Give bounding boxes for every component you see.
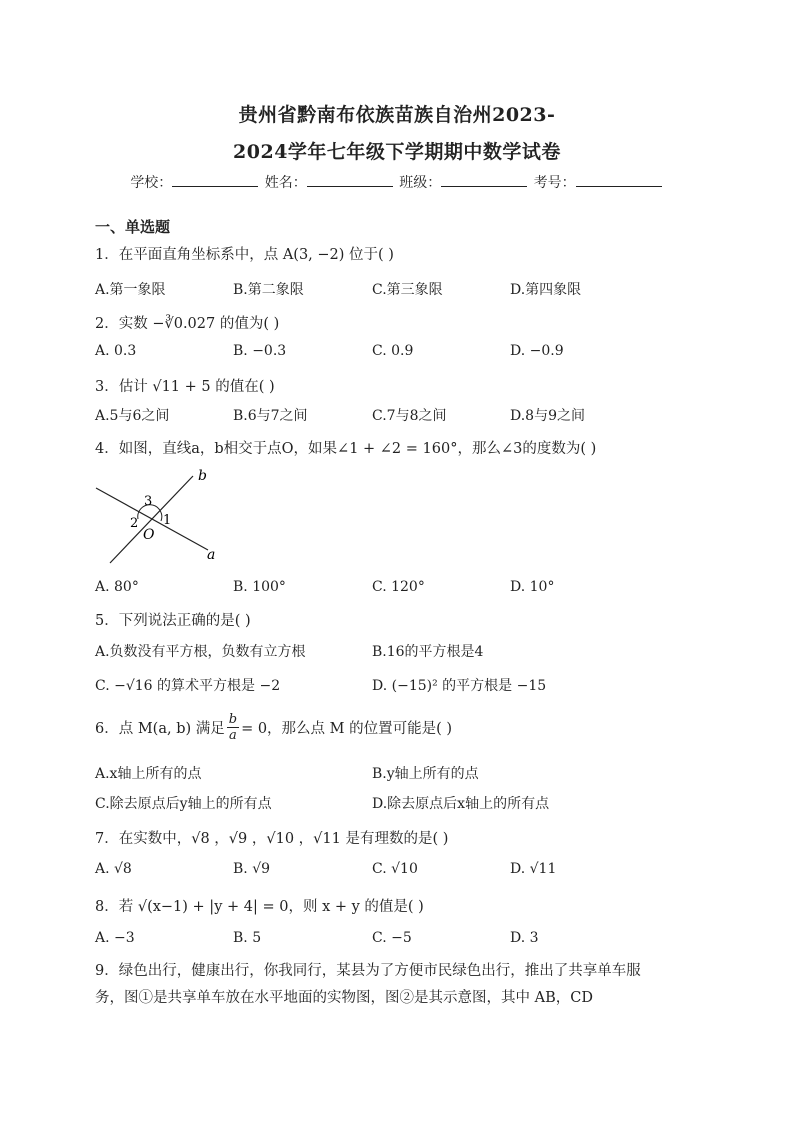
label-angle-2: 2 [130, 516, 139, 531]
q6-option-a[interactable]: A.x轴上所有的点 [95, 766, 202, 782]
question-6-stem [95, 712, 452, 743]
q5-option-b[interactable]: B.16的平方根是4 [372, 644, 484, 660]
q5-option-a[interactable]: A.负数没有平方根，负数有立方根 [95, 644, 306, 660]
q9-stem-line1: 9．绿色出行，健康出行，你我同行，某县为了方便市民绿色出行，推出了共享单车服 [95, 963, 641, 979]
q2-option-b[interactable]: B. −0.3 [233, 343, 287, 359]
q8-option-b[interactable]: B. 5 [233, 930, 262, 946]
q5-option-d[interactable]: D. (−15)² 的平方根是 −15 [372, 678, 547, 694]
q6-fraction-denominator: a [229, 728, 237, 743]
q4-option-c[interactable]: C. 120° [372, 579, 425, 595]
question-7-stem: 7．在实数中，√8 ，√9 ，√10 ，√11 是有理数的是( ) [95, 831, 449, 847]
question-9-stem [95, 958, 715, 1012]
q4-option-a[interactable]: A. 80° [95, 579, 139, 595]
q1-option-c[interactable]: C.第三象限 [372, 282, 443, 298]
q8-option-c[interactable]: C. −5 [372, 930, 412, 946]
label-b: b [198, 468, 207, 484]
question-2-stem: 2．实数 −∛0.027 的值为( ) [95, 316, 280, 332]
exam-title-line1: 贵州省黔南布依族苗族自治州2023- [238, 104, 556, 126]
q7-option-a[interactable]: A. √8 [95, 861, 132, 877]
question-8-stem: 8．若 √(x−1) + |y + 4| = 0，则 x + y 的值是( ) [95, 899, 424, 915]
q1-option-b[interactable]: B.第二象限 [233, 282, 304, 298]
q6-stem-prefix: 6．点 M(a, b) 满足 [95, 721, 225, 737]
q3-option-d[interactable]: D.8与9之间 [510, 408, 585, 424]
school-label: 学校： [130, 175, 173, 191]
q8-option-a[interactable]: A. −3 [95, 930, 135, 946]
q1-option-d[interactable]: D.第四象限 [510, 282, 582, 298]
q7-option-b[interactable]: B. √9 [233, 861, 271, 877]
intersecting-lines-figure [90, 462, 240, 567]
q6-option-d[interactable]: D.除去原点后x轴上的所有点 [372, 796, 550, 812]
q6-option-c[interactable]: C.除去原点后y轴上的所有点 [95, 796, 272, 812]
line-b [110, 476, 193, 563]
question-3-stem: 3．估计 √11 + 5 的值在( ) [95, 379, 275, 395]
student-info-row [0, 172, 794, 192]
exam-title-line2: 2024学年七年级下学期期中数学试卷 [233, 141, 561, 163]
class-blank[interactable] [441, 174, 527, 187]
question-1-stem: 1．在平面直角坐标系中，点 A(3, −2) 位于( ) [95, 247, 394, 263]
q8-option-d[interactable]: D. 3 [510, 930, 539, 946]
q1-option-a[interactable]: A.第一象限 [95, 282, 166, 298]
q3-option-c[interactable]: C.7与8之间 [372, 408, 447, 424]
exam-number-label: 考号： [533, 175, 576, 191]
q6-fraction [227, 712, 239, 743]
label-angle-3: 3 [144, 494, 153, 509]
label-angle-1: 1 [163, 513, 172, 528]
q3-option-b[interactable]: B.6与7之间 [233, 408, 308, 424]
question-4-stem: 4．如图，直线a，b相交于点O，如果∠1 + ∠2 = 160°，那么∠3的度数为( ) [95, 441, 597, 457]
exam-number-blank[interactable] [576, 174, 662, 187]
label-a: a [207, 547, 216, 563]
q6-option-b[interactable]: B.y轴上所有的点 [372, 766, 479, 782]
q4-option-d[interactable]: D. 10° [510, 579, 555, 595]
q2-option-a[interactable]: A. 0.3 [95, 343, 137, 359]
school-blank[interactable] [172, 174, 258, 187]
question-5-stem: 5．下列说法正确的是( ) [95, 613, 251, 629]
q4-option-b[interactable]: B. 100° [233, 579, 286, 595]
section-heading: 一、单选题 [95, 218, 171, 236]
q5-option-c[interactable]: C. −√16 的算术平方根是 −2 [95, 678, 281, 694]
q2-option-d[interactable]: D. −0.9 [510, 343, 564, 359]
q3-option-a[interactable]: A.5与6之间 [95, 408, 170, 424]
name-label: 姓名： [264, 175, 307, 191]
q7-option-d[interactable]: D. √11 [510, 861, 557, 877]
q2-option-c[interactable]: C. 0.9 [372, 343, 414, 359]
name-blank[interactable] [307, 174, 393, 187]
class-label: 班级： [399, 175, 442, 191]
q6-stem-suffix: = 0，那么点 M 的位置可能是( ) [241, 721, 453, 737]
q6-fraction-numerator: b [228, 712, 238, 727]
label-o: O [143, 527, 155, 543]
q7-option-c[interactable]: C. √10 [372, 861, 418, 877]
q9-stem-line2: 务，图①是共享单车放在水平地面的实物图，图②是其示意图，其中 AB，CD [95, 990, 593, 1006]
